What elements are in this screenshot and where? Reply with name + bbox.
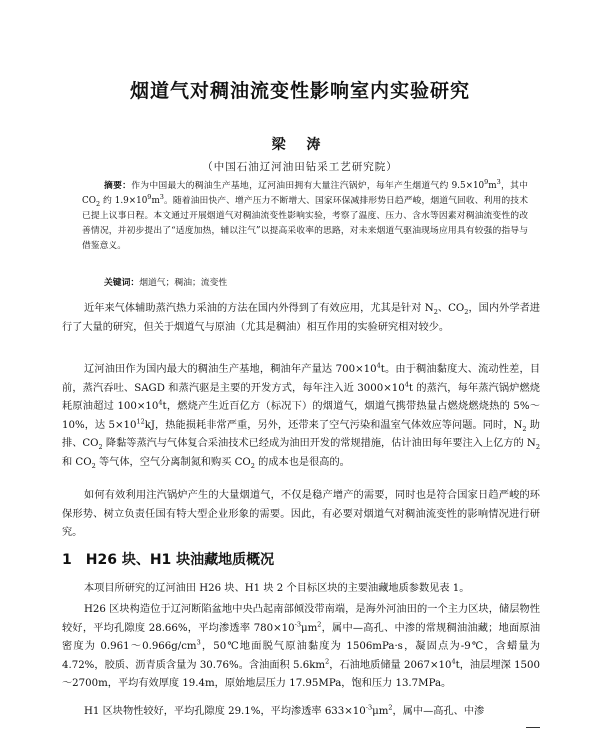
affiliation: （中国石油辽河油田钻采工艺研究院） <box>202 161 398 173</box>
page-title: 烟道气对稠油流变性影响室内实验研究 <box>129 80 470 102</box>
paragraph-purpose: 如何有效利用注汽锅炉产生的大量烟道气，不仅是稳产增产的需要，同时也是符合国家日趋严峻的环保形势、树立负责任国有特大型企业形象的需要。因此，有必要对烟道气对稠油流变性的影响情况进行研究。 <box>62 490 540 539</box>
keywords <box>104 275 227 288</box>
section-number: 1 <box>62 552 72 568</box>
keywords-text: 烟道气；稠油；流变性 <box>139 278 228 288</box>
paragraph-liaohe: 辽河油田作为国内最大的稠油生产基地，稠油年产量达 $700\times 10^4t$。由于稠油黏度大、流动性差，目前，蒸汽吞吐、SAGD 和蒸汽驱是主要的开发方式，每年注入近 $3000\times 10^4t$ 的蒸汽，每年蒸汽锅炉燃烧耗原油超过 $100\times 10^4t$，燃烧产生近百亿方（标况下）的烟道气，烟道气携带热量占燃烧燃烧热的 5%～10%，达 $5\times 10^{12}kJ$，热能损耗非常严重，另外，还带来了空气污染和温室气体效应等问题。同时，$N_2$ 助排、$CO_2$ 降黏等蒸汽与气体复合采油技术已经成为油田开发的常规措施，估计油田每年要注入上亿方的 $N_2$ 和 $CO_2$ 等气体，空气分离制氮和购买 $CO_2$ 的成本也是很高的。 <box>62 361 541 470</box>
abstract: 摘要：作为中国最大的稠油生产基地，辽河油田拥有大量注汽锅炉，每年产生烟道气约 $9.5\times 10^9m^3$，其中 $CO_2$ 约 $1.9\times 10^9m^3$。随着油田快产、增产压力不断增大、国家环保减排形势日趋严峻，烟道气回收、利用的技术已提上议事日程。本文通过开展烟道气对稠油流变性影响实验，考察了温度、压力、含水等因素对稠油流变性的改善情况，并初步提出了“适度加热，辅以注气”以提高采收率的思路，对未来烟道气驱油现场应用具有较强的指导与借鉴意义。 <box>82 178 528 251</box>
section-title: H26 块、H1 块油藏地质概况 <box>85 552 275 568</box>
paragraph-h26: H26 区块构造位于辽河断陷盆地中央凸起南部倾没带南端，是海外河油田的一个主力区块，储层物性较好，平均孔隙度 28.66%，平均渗透率 $780\times 10^{-3}\mu m^2$，属中—高孔、中渗的常规稠油油藏；地面原油密度为 $0.961\sim 0.966g/cm^3$，50℃地面脱气原油黏度为 1506mPa·s，凝固点为-9℃，含蜡量为 4.72%，胶质、沥青质含量为 30.76%。含油面积 $5.6km^2$，石油地质储量 $2067\times 10^4t$，油层埋深 1500～2700m，平均有效厚度 19.4m，原始地层压力 17.95MPa，饱和压力 13.7MPa。 <box>62 604 541 690</box>
paragraph-h1: H1 区块物性较好，平均孔隙度 29.1%，平均渗透率 $633\times 10^{-3}\mu m^2$，属中—高孔、中渗 <box>84 703 485 717</box>
abstract-label: 摘要： <box>104 181 132 191</box>
author: 梁 涛 <box>271 137 329 153</box>
page-footer-rule <box>526 727 540 728</box>
paragraph-table-ref: 本项目所研究的辽河油田 H26 块、H1 块 2 个目标区块的主要油藏地质参数见表 1。 <box>84 583 470 594</box>
paragraph-intro: 近年来气体辅助蒸汽热力采油的方法在国内外得到了有效应用，尤其是针对 $N_2$、$CO_2$，国内外学者进行了大量的研究，但关于烟道气与原油（尤其是稠油）相互作用的实验研究相对较少。 <box>62 303 540 333</box>
keywords-label: 关键词： <box>104 278 140 288</box>
section-heading <box>62 549 274 569</box>
